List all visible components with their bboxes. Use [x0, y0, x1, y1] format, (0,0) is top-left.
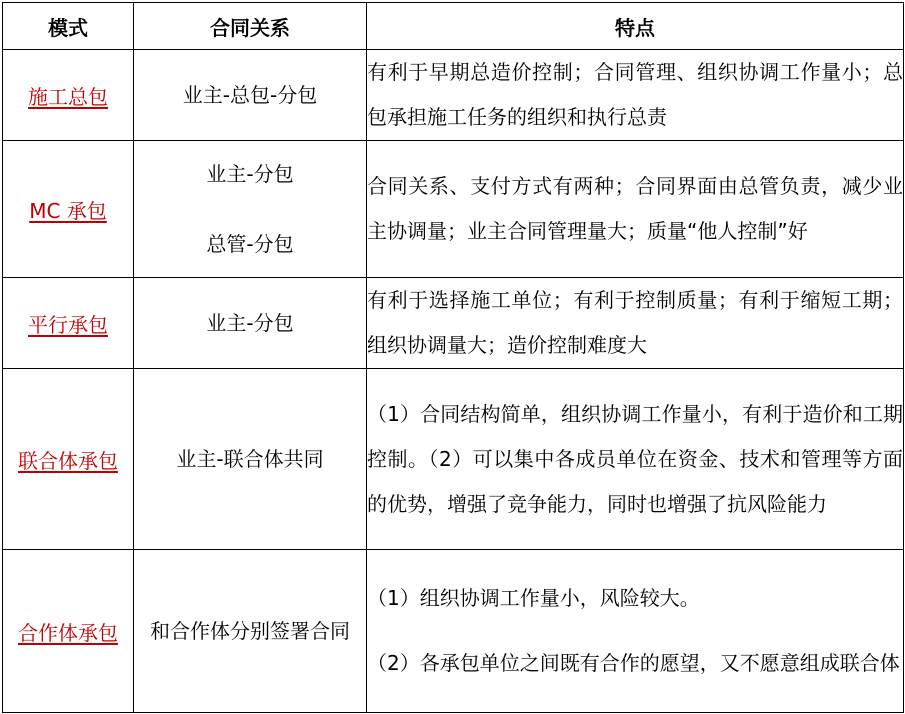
table-row: [3, 550, 904, 713]
features-cell: [367, 50, 904, 141]
relation-cell: [134, 278, 367, 369]
table-row: [3, 369, 904, 550]
relation-cell: [134, 369, 367, 550]
relation-cell: [134, 550, 367, 713]
mode-link[interactable]: 平行承包: [28, 312, 108, 337]
relation-text: 业主-联合体共同: [176, 447, 324, 471]
mode-link[interactable]: 施工总包: [28, 84, 108, 109]
features-text: （1）合同结构简单，组织协调工作量小，有利于造价和工期控制。（2）可以集中各成员单位在资金、技术和管理等方面的优势，增强了竞争能力，同时也增强了抗风险能力: [367, 401, 903, 516]
relation-text: 业主-总包-分包: [182, 83, 318, 107]
features-text: （2）各承包单位之间既有合作的愿望，又不愿意组成联合体: [367, 651, 900, 675]
mode-cell: [3, 141, 134, 278]
mode-cell: [3, 550, 134, 713]
mode-cell: [3, 50, 134, 141]
mode-cell: [3, 278, 134, 369]
contract-mode-table: [2, 2, 904, 713]
relation-cell: [134, 141, 367, 278]
table-row: [3, 50, 904, 141]
features-cell: [367, 550, 904, 713]
features-cell: [367, 141, 904, 278]
relation-text: 总管-分包: [206, 232, 294, 256]
mode-link[interactable]: MC 承包: [29, 198, 107, 223]
relation-text: 和合作体分别签署合同: [150, 619, 350, 643]
relation-text: 业主-分包: [206, 311, 294, 335]
features-cell: [367, 278, 904, 369]
table-row: [3, 278, 904, 369]
header-relation: 合同关系: [134, 3, 367, 50]
relation-text: 业主-分包: [206, 162, 294, 186]
mode-link[interactable]: 合作体承包: [18, 620, 118, 645]
features-text: （1）组织协调工作量小，风险较大。: [367, 586, 700, 610]
mode-link[interactable]: 联合体承包: [18, 448, 118, 473]
features-text: 有利于选择施工单位；有利于控制质量；有利于缩短工期；组织协调量大；造价控制难度大: [367, 288, 903, 357]
relation-cell: [134, 50, 367, 141]
header-mode: 模式: [3, 3, 134, 50]
table-row: [3, 141, 904, 278]
header-row: [3, 3, 904, 50]
header-features: 特点: [367, 3, 904, 50]
mode-cell: [3, 369, 134, 550]
features-cell: [367, 369, 904, 550]
features-text: 合同关系、支付方式有两种；合同界面由总管负责，减少业主协调量；业主合同管理量大；质量“他人控制”好: [367, 174, 903, 243]
features-text: 有利于早期总造价控制；合同管理、组织协调工作量小；总包承担施工任务的组织和执行总责: [367, 60, 903, 129]
